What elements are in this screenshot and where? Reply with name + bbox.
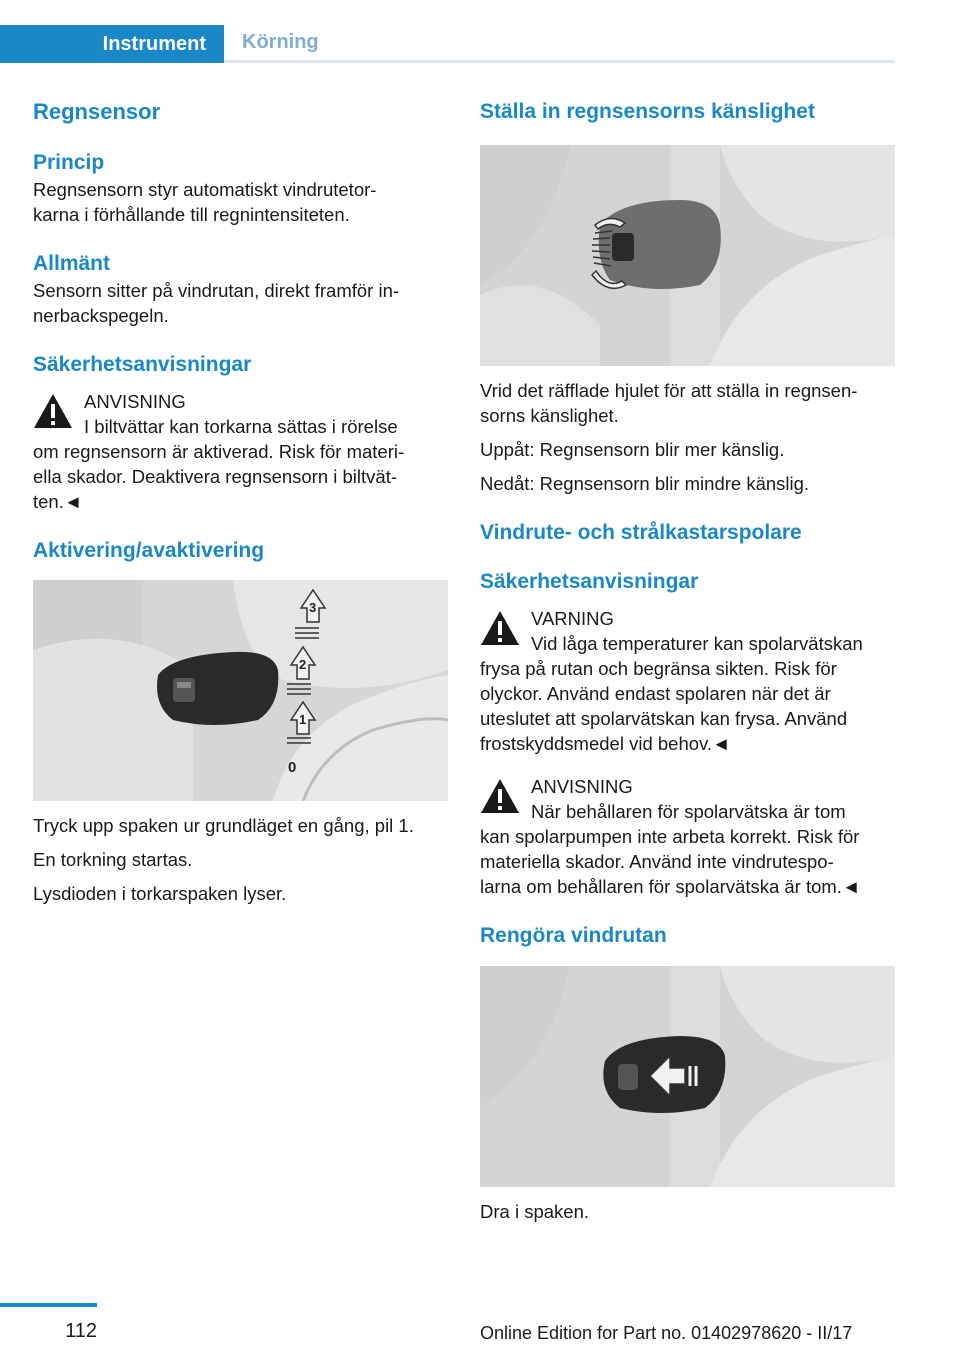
tab-korning[interactable]: Körning: [242, 31, 319, 53]
warning-triangle-icon: [480, 610, 520, 646]
edition-note: Online Edition for Part no. 01402978620 - II/17: [480, 1323, 853, 1343]
sensitivity-up: Uppåt: Regnsensorn blir mer känslig.: [480, 439, 785, 460]
clean-windshield-figure: [480, 966, 895, 1187]
warning-line-1: Vid låga temperaturer kan spolarvätskan: [531, 633, 863, 654]
subsection-title-sensitivity: Ställa in regnsensorns känslighet: [480, 100, 815, 123]
wiper-lever-illustration: [33, 580, 448, 801]
sensitivity-wheel-figure: [480, 145, 895, 366]
activation-caption-2: En torkning startas.: [33, 849, 193, 870]
figure-label-2: 2: [299, 657, 307, 672]
section-title-rain-sensor: Regnsensor: [33, 99, 161, 124]
sensitivity-line-1: Vrid det räfflade hjulet för att ställa in regnsen-: [480, 380, 858, 401]
activation-caption-3: Lysdioden i torkarspaken lyser.: [33, 883, 287, 904]
clean-caption: Dra i spaken.: [480, 1201, 589, 1222]
subsection-title-activation: Aktivering/avaktivering: [33, 539, 265, 562]
section-title-washer: Vindrute- och strålkastarspolare: [480, 521, 802, 544]
notice-washer-line-1: När behållaren för spolarvätska är tom: [531, 801, 846, 822]
general-line-1: Sensorn sitter på vindrutan, direkt framför in-: [33, 280, 400, 301]
figure-label-3: 3: [309, 600, 317, 615]
warning-line-3: olyckor. Använd endast spolaren när det är: [480, 683, 831, 704]
notice-block-washer: [480, 774, 895, 899]
warning-line-4: uteslutet att spolarvätskan kan frysa. Använd: [480, 708, 848, 729]
figure-label-0: 0: [288, 759, 297, 776]
wiper-lever-figure: [33, 580, 448, 801]
subsection-title-safety: Säkerhetsanvisningar: [33, 353, 252, 376]
notice-line-2: om regnsensorn är aktiverad. Risk för materi-: [33, 441, 405, 462]
subsection-title-clean: Rengöra vindrutan: [480, 924, 667, 947]
principle-line-2: karna i förhållande till regnintensiteten.: [33, 204, 350, 225]
subsection-title-safety-right: Säkerhetsanvisningar: [480, 570, 699, 593]
notice-washer-line-4: larna om behållaren för spolarvätska är tom.◄: [480, 876, 861, 897]
sensitivity-wheel-illustration: [480, 145, 895, 366]
subsection-title-general: Allmänt: [33, 252, 111, 275]
tab-instrument[interactable]: Instrument: [0, 25, 224, 63]
notice-line-1: I biltvättar kan torkarna sättas i rörelse: [84, 416, 398, 437]
footer-rule: [0, 1303, 97, 1307]
warning-triangle-icon: [480, 778, 520, 814]
notice-block: [33, 389, 448, 514]
warning-label: VARNING: [531, 608, 614, 629]
notice-label: ANVISNING: [84, 391, 186, 412]
left-column: [33, 98, 448, 906]
warning-block: [480, 606, 895, 756]
notice-washer-line-3: materiella skador. Använd inte vindrutespo-: [480, 851, 834, 872]
warning-line-5: frostskyddsmedel vid behov.◄: [480, 733, 731, 754]
notice-washer-line-2: kan spolarpumpen inte arbeta korrekt. Risk för: [480, 826, 860, 847]
principle-line-1: Regnsensorn styr automatiskt vindrutetor-: [33, 179, 377, 200]
figure-label-1: 1: [299, 712, 307, 727]
activation-caption-1: Tryck upp spaken ur grundläget en gång, pil 1.: [33, 815, 414, 836]
notice-line-3: ella skador. Deaktivera regnsensorn i biltvät-: [33, 466, 398, 487]
notice-line-4: ten.◄: [33, 491, 83, 512]
right-column: [480, 98, 895, 1224]
general-line-2: nerbackspegeln.: [33, 305, 169, 326]
sensitivity-line-2: sorns känslighet.: [480, 405, 619, 426]
warning-triangle-icon: [33, 393, 73, 429]
chapter-tabs: [0, 25, 895, 63]
page-number: 112: [65, 1320, 97, 1342]
sensitivity-down: Nedåt: Regnsensorn blir mindre känslig.: [480, 473, 810, 494]
notice-label-washer: ANVISNING: [531, 776, 633, 797]
subsection-title-principle: Princip: [33, 151, 105, 174]
warning-line-2: frysa på rutan och begränsa sikten. Risk för: [480, 658, 837, 679]
pull-lever-illustration: [480, 966, 895, 1187]
